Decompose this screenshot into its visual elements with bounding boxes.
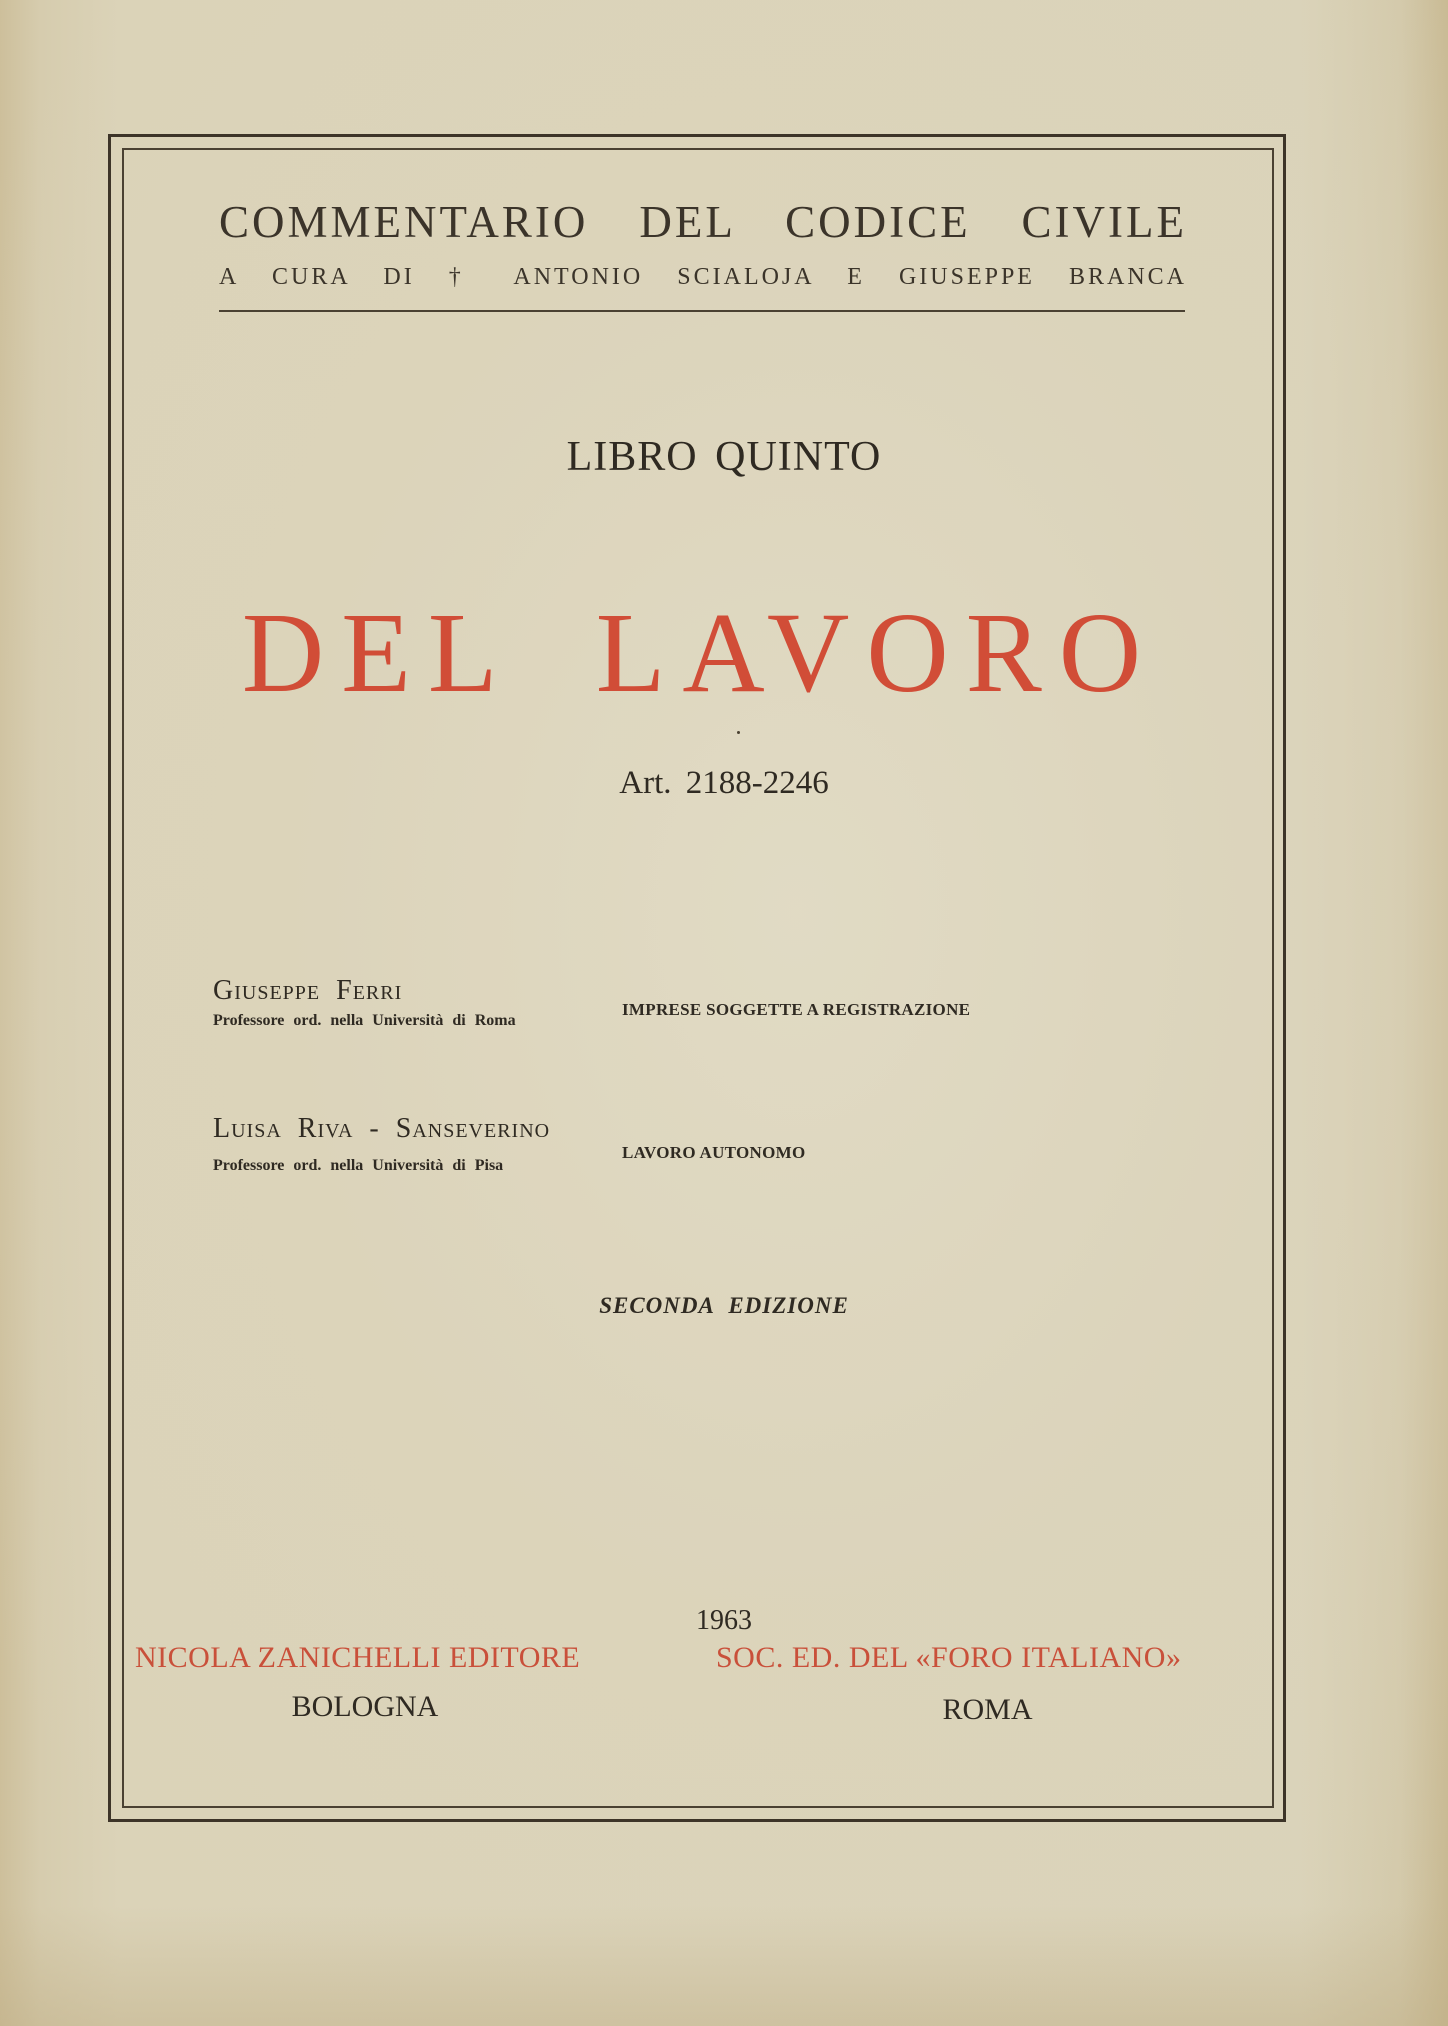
author-name: Giuseppe Ferri (213, 975, 403, 1006)
article-range: Art. 2188-2246 (619, 765, 829, 801)
author-topic: IMPRESE SOGGETTE A REGISTRAZIONE (622, 1000, 971, 1019)
publisher-name: NICOLA ZANICHELLI EDITORE (135, 1641, 581, 1674)
author-affiliation: Professore ord. nella Università di Roma (213, 1012, 516, 1029)
publisher-name: SOC. ED. DEL «FORO ITALIANO» (716, 1641, 1182, 1674)
publisher-city: ROMA (942, 1693, 1033, 1726)
author-topic: LAVORO AUTONOMO (622, 1143, 806, 1162)
series-title: COMMENTARIO DEL CODICE CIVILE (219, 197, 1187, 247)
author-affiliation: Professore ord. nella Università di Pisa (213, 1157, 504, 1174)
publisher-city: BOLOGNA (291, 1690, 439, 1723)
header-divider (219, 310, 1185, 312)
print-speck (737, 731, 740, 734)
series-editors: A CURA DI † ANTONIO SCIALOJA E GIUSEPPE BRANCA (219, 264, 1187, 290)
publication-year: 1963 (696, 1605, 752, 1636)
author-name: Luisa Riva - Sanseverino (213, 1113, 551, 1144)
main-title: DEL LAVORO (241, 589, 1159, 716)
edition-label: SECONDA EDIZIONE (599, 1293, 849, 1318)
book-number: LIBRO QUINTO (566, 434, 882, 480)
